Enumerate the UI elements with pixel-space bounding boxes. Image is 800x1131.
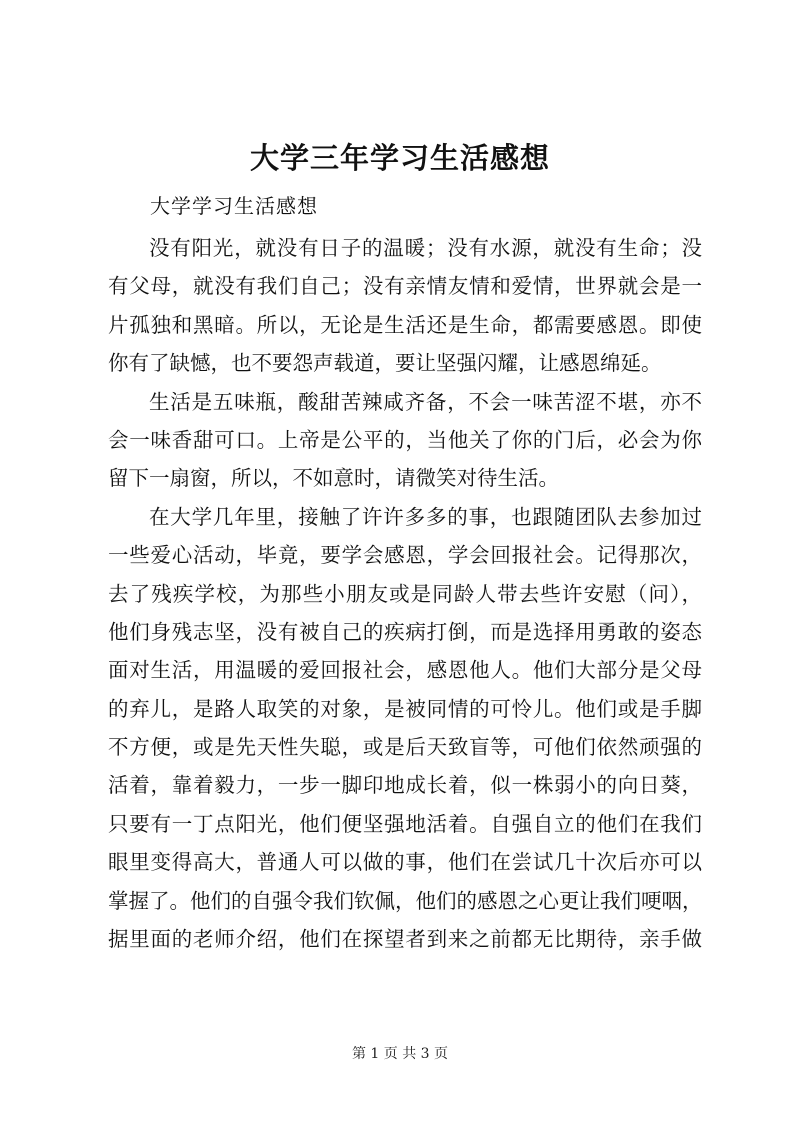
text-line: 没有阳光，就没有日子的温暖；没有水源，就没有生命；没 (149, 236, 702, 260)
document-subtitle: 大学学习生活感想 (150, 194, 318, 218)
text-line: 眼里变得高大，普通人可以做的事，他们在尝试几十次后亦可以 (108, 850, 702, 875)
text-line: 会一味香甜可口。上帝是公平的，当他关了你的门后，必会为你 (108, 427, 702, 452)
text-line: 据里面的老师介绍，他们在探望者到来之前都无比期待，亲手做 (108, 927, 702, 952)
text-line: 面对生活，用温暖的爱回报社会，感恩他人。他们大部分是父母 (108, 658, 702, 683)
document-title: 大学三年学习生活感想 (249, 141, 550, 175)
text-line: 去了残疾学校，为那些小朋友或是同龄人带去些许安慰（问）， (108, 581, 702, 606)
text-line: 只要有一丁点阳光，他们便坚强地活着。自强自立的他们在我们 (108, 811, 702, 836)
text-line: 一些爱心活动，毕竟，要学会感恩，学会回报社会。记得那次， (108, 543, 702, 568)
text-line: 他们身残志坚，没有被自己的疾病打倒，而是选择用勇敢的姿态 (108, 619, 702, 644)
text-line: 生活是五味瓶，酸甜苦辣咸齐备，不会一味苦涩不堪，亦不 (149, 389, 702, 414)
text-line: 掌握了。他们的自强令我们钦佩，他们的感恩之心更让我们哽咽， (108, 888, 703, 913)
text-line: 的弃儿，是路人取笑的对象，是被同情的可怜儿。他们或是手脚 (108, 696, 702, 721)
page-number-footer: 第 1 页 共 3 页 (351, 1046, 449, 1062)
text-line: 你有了缺憾，也不要怨声载道，要让坚强闪耀，让感恩绵延。 (108, 351, 662, 376)
text-line: 在大学几年里，接触了许许多多的事，也跟随团队去参加过 (149, 504, 702, 529)
text-line: 片孤独和黑暗。所以，无论是生活还是生命，都需要感恩。即使 (108, 312, 702, 337)
text-line: 活着，靠着毅力，一步一脚印地成长着，似一株弱小的向日葵， (108, 773, 702, 798)
document-body (108, 229, 702, 958)
text-line: 有父母，就没有我们自己；没有亲情友情和爱情，世界就会是一 (108, 274, 702, 299)
text-line: 留下一扇窗，所以，不如意时，请微笑对待生活。 (108, 466, 559, 491)
text-line: 不方便，或是先天性失聪，或是后天致盲等，可他们依然顽强的 (108, 735, 702, 760)
